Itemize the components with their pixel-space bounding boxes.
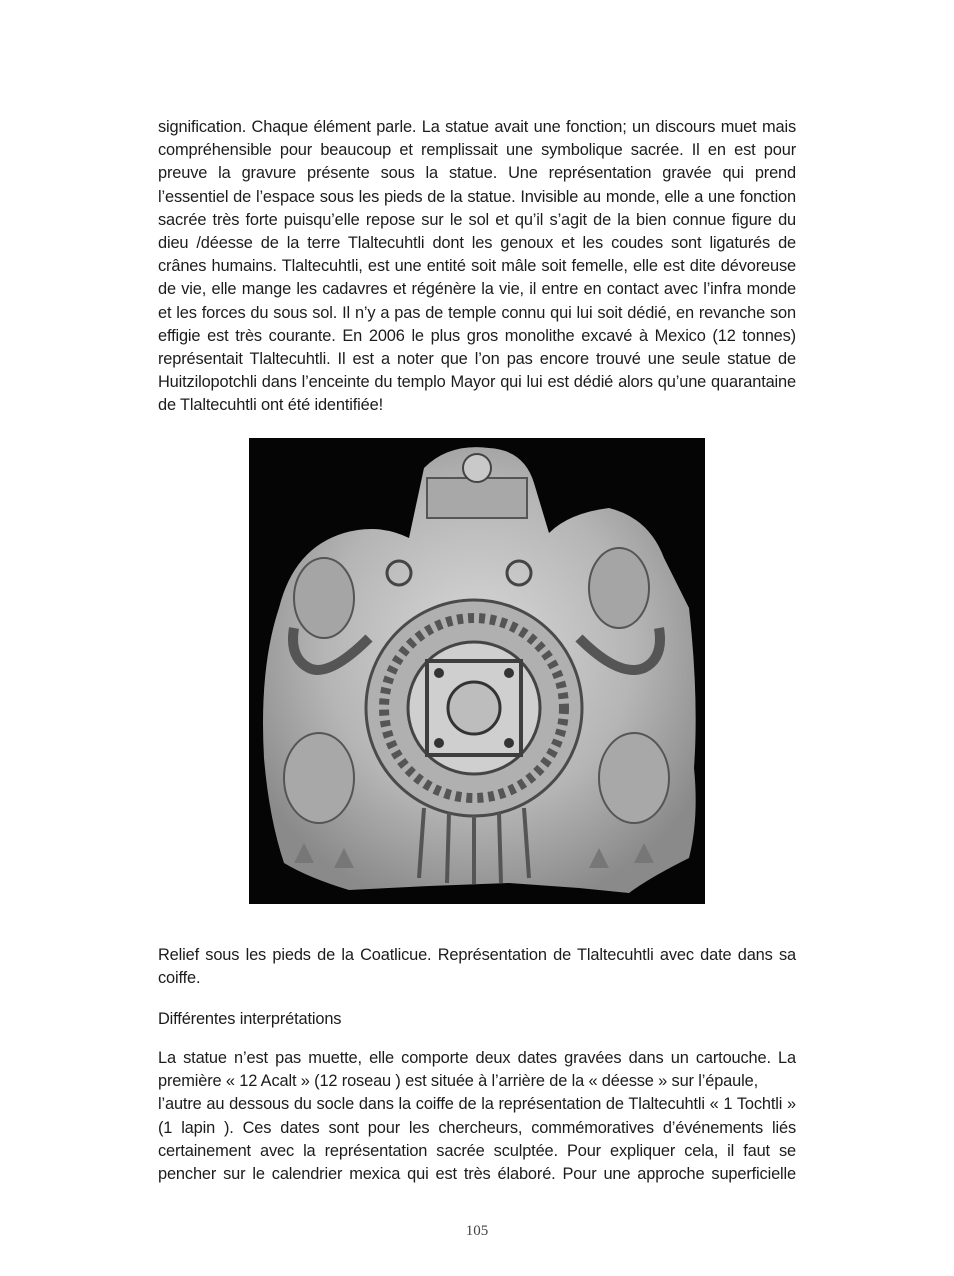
- paragraph-line: l’autre au dessous du socle dans la coiffe de la représentation de Tlaltecuhtli « 1 Tochtli »: [158, 1095, 796, 1114]
- figure-caption: Relief sous les pieds de la Coatlicue. Représentation de Tlaltecuhtli avec date dans sa coiffe.: [158, 946, 796, 988]
- body-paragraph-2: [158, 1047, 796, 1186]
- paragraph-line: certainement avec la représentation sacrée sculptée. Pour expliquer cela, il faut se: [158, 1141, 796, 1160]
- paragraph-line: première « 12 Acalt » (12 roseau ) est située à l’arrière de la « déesse » sur l’épaule,: [158, 1072, 758, 1091]
- section-heading: Différentes interprétations: [158, 1010, 342, 1028]
- paragraph-line: La statue n’est pas muette, elle comporte deux dates gravées dans un cartouche. La: [158, 1049, 796, 1067]
- tlaltecuhtli-relief-image: [249, 438, 705, 904]
- relief-photo: [249, 438, 705, 904]
- paragraph-line: (1 lapin ). Ces dates sont pour les chercheurs, commémoratives d’événements liés: [158, 1118, 796, 1137]
- paragraph-line: pencher sur le calendrier mexica qui est très élaboré. Pour une approche superficielle: [158, 1165, 796, 1184]
- page-number: 105: [465, 1223, 489, 1239]
- body-paragraph: signification. Chaque élément parle. La statue avait une fonction; un discours muet mais compréhensible pour beaucoup et remplissait une symbolique sacrée. Il en est pour preuve la gravure présente sous la statue. Une représentation gravée qui prend l’essentiel de l’espace sous les pieds de la statue. Invisible au monde, elle a une fonction sacrée très forte puisqu’elle repose sur le sol et qu’il s’agit de la bien connue figure du dieu /déesse de la terre Tlaltecuhtli dont les genoux et les coudes sont ligaturés de crânes humains. Tlaltecuhtli, est une entité soit mâle soit femelle, elle est dite dévoreuse de vie, elle mange les cadavres et régénère la vie, il entre en contact avec l’infra monde et les forces du sous sol. Il n’y a pas de temple connu qui lui soit dédié, en revanche son effigie est très courante. En 2006 le plus gros monolithe excavé à Mexico (12 tonnes) représentait Tlaltecuhtli. Il est a noter que l’on pas encore trouvé une seule statue de Huitzilopotchli dans l’enceinte du templo Mayor qui lui est dédié alors qu’une quarantaine de Tlaltecuhtli ont été identifiée!: [158, 118, 796, 415]
